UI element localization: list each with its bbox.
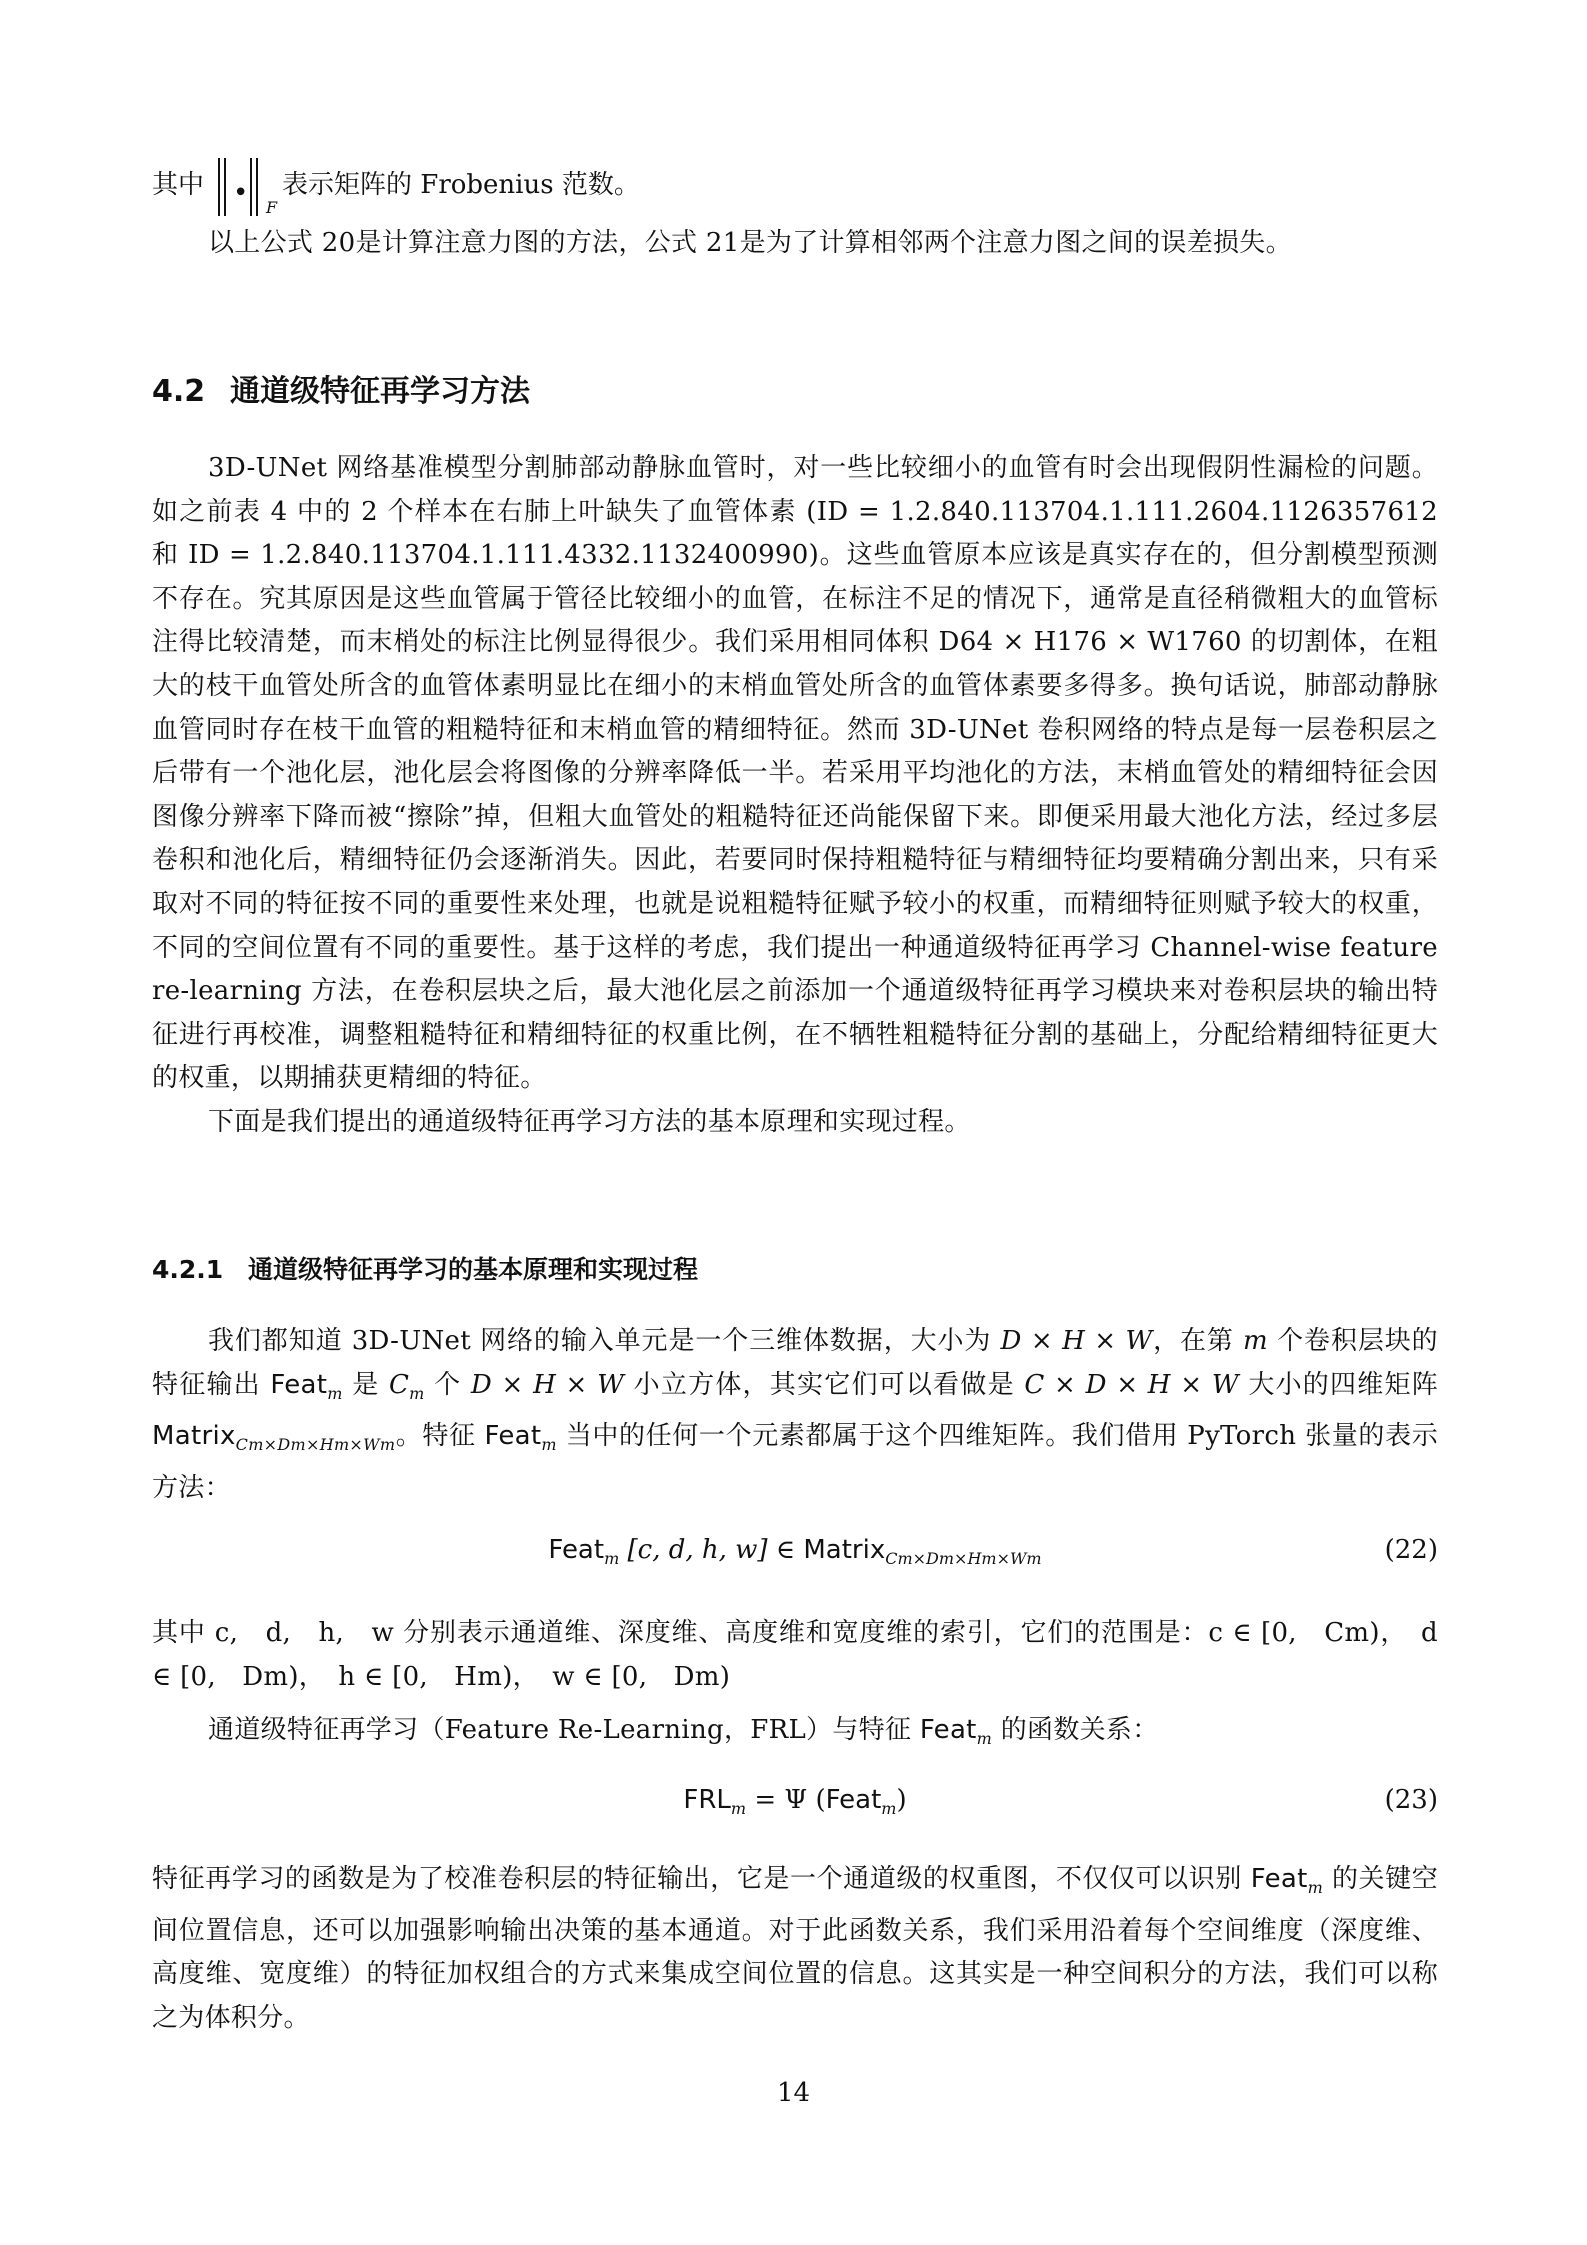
subsection-title: 通道级特征再学习的基本原理和实现过程 — [248, 1255, 699, 1284]
subsection-4-2-1-para-1: 我们都知道 3D-UNet 网络的输入单元是一个三维体数据，大小为 D × H × W，在第 m 个卷积层块的特征输出 Feat$_m$ 是 $C_m$ 个 D × H × W 小立方体，其实它们可以看做是 C × D × H × W 大小的四维矩阵 Matrix$_{Cm\times Dm\times Hm\times Wm}$。特征 Feat$_m$ 当中的任何一个元素都属于这个四维矩阵。我们借用 PyTorch 张量的表示方法： — [152, 1326, 1439, 1504]
section-heading-4-2 — [152, 366, 1438, 410]
subsection-heading-4-2-1 — [152, 1250, 1438, 1286]
equation-number-23: (23) — [1384, 1785, 1438, 1815]
section-number: 4.2 — [152, 374, 206, 409]
section-4-2-paragraph-1: 3D-UNet 网络基准模型分割肺部动静脉血管时，对一些比较细小的血管有时会出现假阴性漏检的问题。如之前表 4 中的 2 个样本在右肺上叶缺失了血管体素 (ID = 1.2.840.113704.1.111.2604.1126357612 和 ID = 1.2.840.113704.1.111.4332.1132400990)。这些血管原本应该是真实存在的，但分割模型预测不存在。究其原因是这些血管属于管径比较细小的血管，在标注不足的情况下，通常是直径稍微粗大的血管标注得比较清楚，而末梢处的标注比例显得很少。我们采用相同体积 D64 × H176 × W1760 的切割体，在粗大的枝干血管处所含的血管体素明显比在细小的末梢血管处所含的血管体素要多得多。换句话说，肺部动静脉血管同时存在枝干血管的粗糙特征和末梢血管的精细特征。然而 3D-UNet 卷积网络的特点是每一层卷积层之后带有一个池化层，池化层会将图像的分辨率降低一半。若采用平均池化的方法，末梢血管处的精细特征会因图像分辨率下降而被“擦除”掉，但粗大血管处的粗糙特征还尚能保留下来。即便采用最大池化方法，经过多层卷积和池化后，精细特征仍会逐渐消失。因此，若要同时保持粗糙特征与精细特征均要精确分割出来，只有采取对不同的特征按不同的重要性来处理，也就是说粗糙特征赋予较小的权重，而精细特征则赋予较大的权重，不同的空间位置有不同的重要性。基于这样的考虑，我们提出一种通道级特征再学习 Channel-wise feature re-learning 方法，在卷积层块之后，最大池化层之前添加一个通道级特征再学习模块来对卷积层块的输出特征进行再校准，调整粗糙特征和精细特征的权重比例，在不牺牲粗糙特征分割的基础上，分配给精细特征更大的权重，以期捕获更精细的特征。 — [152, 453, 1438, 1094]
equation-22: Feat$_m$ [c, d, h, w] ∈ Matrix$_{Cm\times Dm\times Hm\times Wm}$ (22) — [548, 1535, 1438, 1569]
section-4-2-body — [152, 447, 1438, 1145]
feat-symbol: Feat — [270, 1369, 328, 1400]
dims-expression: D × H × W — [1000, 1326, 1153, 1356]
subsection-number: 4.2.1 — [152, 1255, 224, 1284]
intro-paragraph-block — [152, 222, 1438, 266]
index-range-paragraph: 其中 c, d, h, w 分别表示通道维、深度维、高度维和宽度维的索引，它们的范围是：c ∈ [0, Cm)， d ∈ [0, Dm)， h ∈ [0, Hm)， w ∈ [0, Dm) — [152, 1618, 1438, 1692]
final-paragraph: 特征再学习的函数是为了校准卷积层的特征输出，它是一个通道级的权重图，不仅仅可以识别 Feat$_m$ 的关键空间位置信息，还可以加强影响输出决策的基本通道。对于此函数关系，我们采用沿着每个空间维度（深度维、高度维、宽度维）的特征加权组合的方式来集成空间位置的信息。这其实是一种空间积分的方法，我们可以称之为体积分。 — [152, 1864, 1438, 2033]
page-number: 14 — [776, 2078, 811, 2108]
intro-paragraph: 以上公式 20是计算注意力图的方法，公式 21是为了计算相邻两个注意力图之间的误差损失。 — [208, 228, 1292, 258]
frl-symbol: FRL — [683, 1785, 731, 1815]
norm-suffix: 表示矩阵的 Frobenius 范数。 — [282, 170, 640, 200]
frl-intro-paragraph: 通道级特征再学习（Feature Re-Learning，FRL）与特征 Feat$_m$ 的函数关系： — [208, 1715, 1159, 1749]
matrix-symbol: Matrix — [152, 1421, 236, 1452]
section-4-2-paragraph-2: 下面是我们提出的通道级特征再学习方法的基本原理和实现过程。 — [208, 1106, 971, 1137]
norm-symbol: • F — [210, 158, 276, 214]
section-title: 通道级特征再学习方法 — [230, 374, 530, 409]
norm-prefix: 其中 — [152, 170, 205, 200]
equation-number-22: (22) — [1384, 1535, 1438, 1565]
equation-23: $FRL_m = \Psi$ (Feat$_m$) (23) — [683, 1785, 1438, 1819]
frobenius-note — [152, 158, 640, 218]
